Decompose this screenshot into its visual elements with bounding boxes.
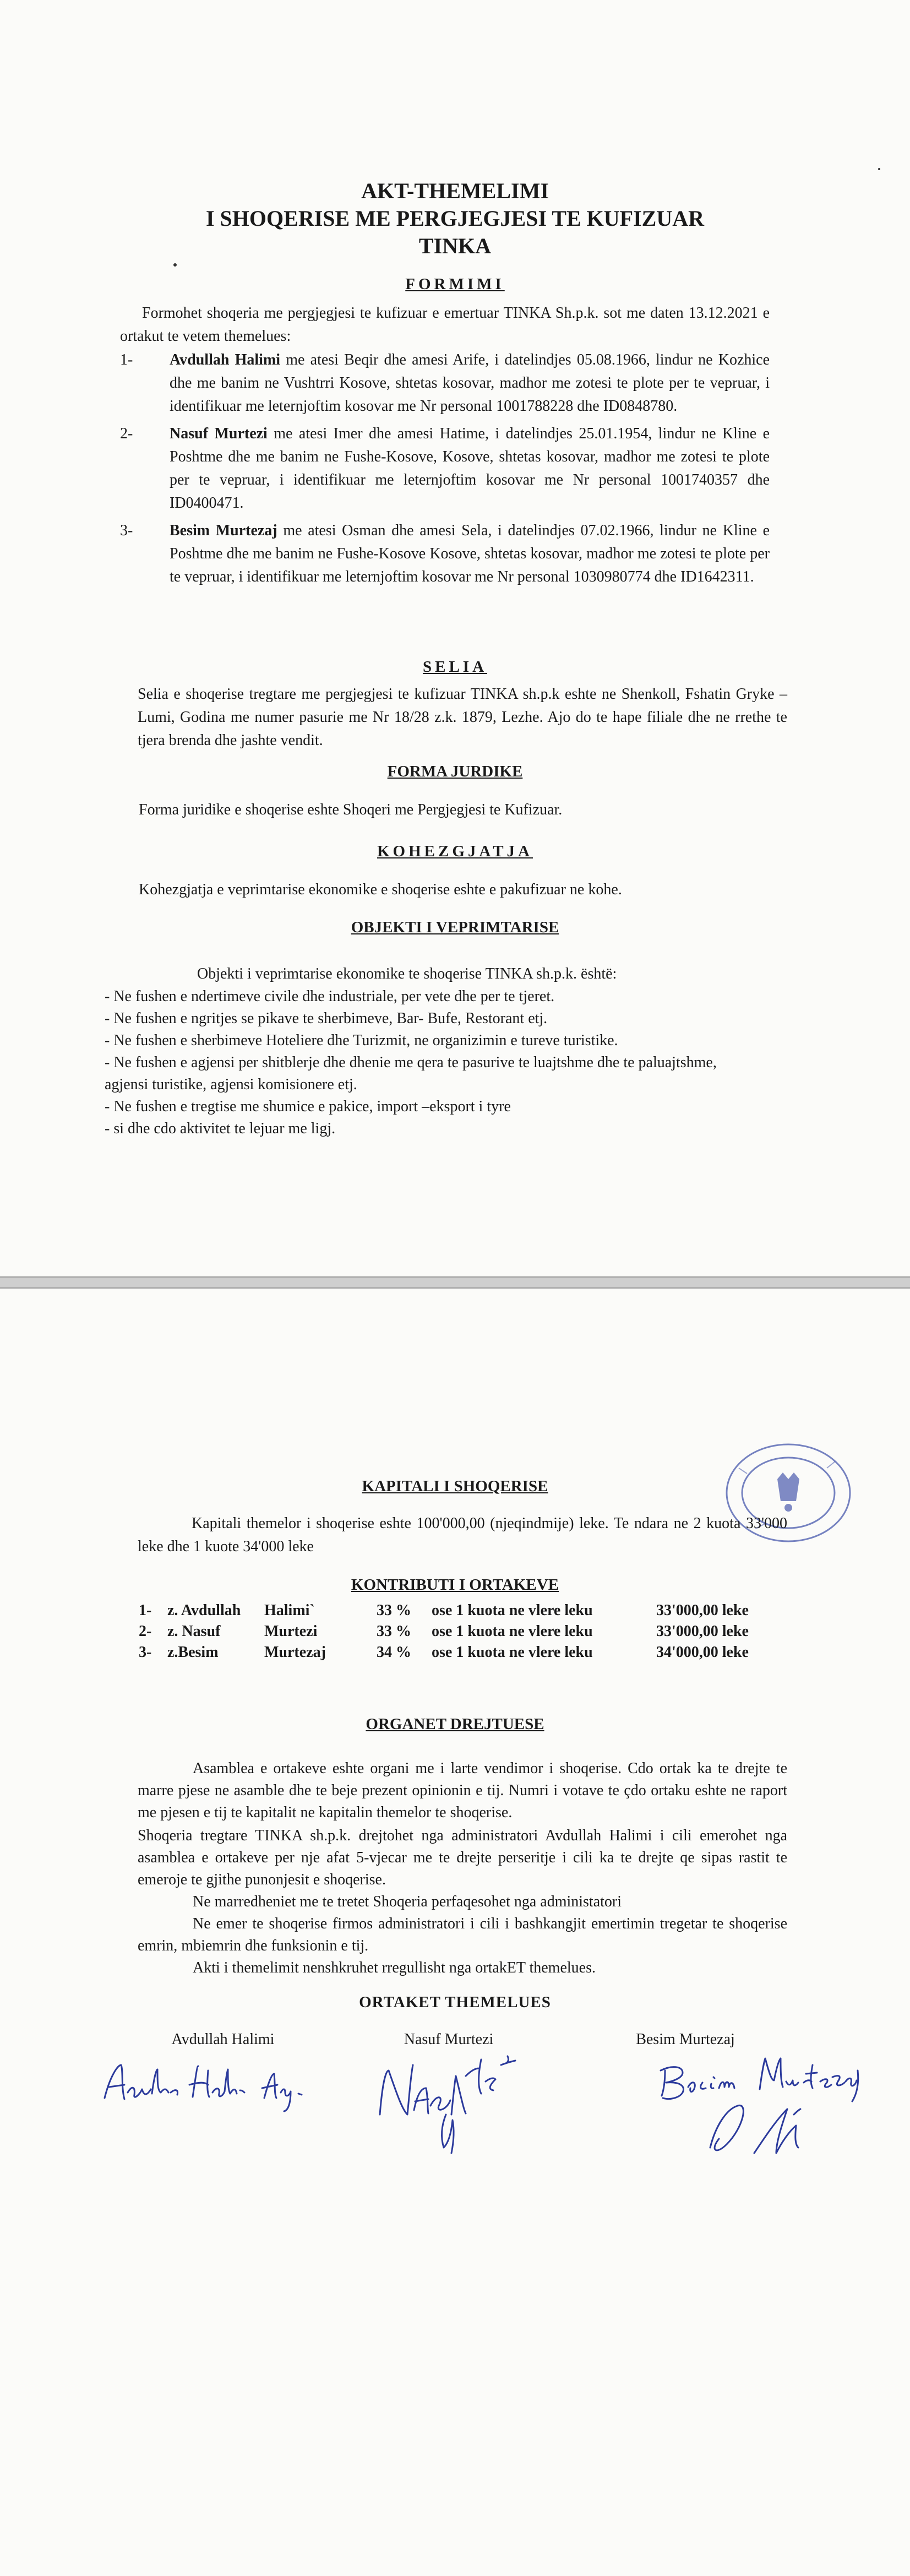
- document-page-1: [0, 0, 910, 1278]
- founder-item: [120, 349, 770, 418]
- heading-kohezgjatja: KOHEZGJATJA: [377, 843, 533, 860]
- founder-details: me atesi Imer dhe amesi Hatime, i datelindjes 25.01.1954, lindur ne Kline e Poshtme dhe me banim ne Fushe-Kosove, Kosove, shtetas kosovar, madhor me zotesi te plote per te vepruar, i identifikuar me leternjoftim kosovar me Nr personal 1001740357 dhe ID0400471.: [170, 425, 770, 512]
- document-title-line-3: TINKA: [418, 233, 492, 258]
- heading-kapitali: KAPITALI I SHOQERISE: [362, 1477, 548, 1495]
- kohezgjatja-text: Kohezgjatja e veprimtarise ekonomike e shoqerise eshte e pakufizuar ne kohe.: [139, 881, 622, 898]
- activity-item: - Ne fushen e sherbimeve Hoteliere dhe Turizmit, ne organizimin e tureve turistike.: [105, 1032, 618, 1049]
- organet-paragraph-3: Ne marredheniet me te tretet Shoqeria perfaqesohet nga administatori: [193, 1893, 622, 1910]
- signature-besim-murtezaj: [650, 2048, 892, 2175]
- partner-share: 33 %: [377, 1623, 411, 1640]
- row-number: 3-: [139, 1644, 152, 1661]
- table-row: [137, 1600, 786, 1621]
- selia-text: Selia e shoqerise tregtare me pergjegjesi te kufizuar TINKA sh.p.k eshte ne Shenkoll, Fshatin Gryke –Lumi, Godina me numer pasurie me Nr 18/28 z.k. 1879, Lezhe. Ajo do te hape filiale dhe ne rrethe te tjera brenda dhe jashte vendit.: [138, 686, 787, 749]
- signer-name-3: Besim Murtezaj: [636, 2031, 735, 2048]
- signer-name-2: Nasuf Murtezi: [404, 2031, 494, 2048]
- heading-objekti: OBJEKTI I VEPRIMTARISE: [351, 919, 559, 936]
- organet-paragraph-2: Shoqeria tregtare TINKA sh.p.k. drejtohet nga administratori Avdullah Halimi i cili emerohet nga asamblea e ortakeve per nje afat 5-vjecar me te drejte perseritje i cili ka te drejte qe sipas rastit te emeroje te gjithe punonjesit e shoqerise.: [138, 1827, 787, 1888]
- activities-list: [105, 986, 749, 1140]
- partner-quota: ose 1 kuota ne vlere leku: [432, 1644, 593, 1661]
- activity-item: - Ne fushen e ndertimeve civile dhe industriale, per vete dhe per te tjeret.: [105, 988, 555, 1005]
- founder-details: me atesi Osman dhe amesi Sela, i datelindjes 07.02.1966, lindur ne Kline e Poshtme dhe me banim ne Fushe-Kosove Kosove, shtetas kosovar, madhor me zotesi te plote per te vepruar, i identifikuar me leternjoftim kosovar me Nr personal 1030980774 dhe ID1642311.: [170, 522, 770, 585]
- heading-organet: ORGANET DREJTUESE: [366, 1715, 544, 1733]
- kapitali-text: Kapitali themelor i shoqerise eshte 100'000,00 (njeqindmije) leke. Te ndara ne 2 kuota 33'000 leke dhe 1 kuote 34'000 leke: [138, 1515, 787, 1555]
- heading-ortaket: ORTAKET THEMELUES: [359, 1993, 551, 2011]
- founder-name: Avdullah Halimi: [170, 351, 281, 368]
- partner-amount: 33'000,00 leke: [656, 1623, 749, 1640]
- signer-name-1: Avdullah Halimi: [171, 2031, 275, 2048]
- founder-name: Besim Murtezaj: [170, 522, 277, 539]
- activity-item: - si dhe cdo aktivitet te lejuar me ligj.: [105, 1120, 336, 1137]
- founder-name: Nasuf Murtezi: [170, 425, 268, 442]
- contribution-table: [137, 1600, 786, 1663]
- founders-list: [120, 349, 770, 593]
- organet-paragraph-1: Asamblea e ortakeve eshte organi me i larte vendimor i shoqerise. Cdo ortak ka te drejte te marre pjese ne asamble dhe te beje prezent opinionin e tij. Numri i votave te çdo ortaku eshte ne raport me pjesen e tij te kapitalit ne kapitalin themelor te shoqerise.: [138, 1760, 787, 1821]
- partner-name: z. Avdullah: [167, 1602, 241, 1619]
- partner-amount: 34'000,00 leke: [656, 1644, 749, 1661]
- document-title-line-2: I SHOQERISE ME PERGJEGJESI TE KUFIZUAR: [205, 206, 705, 231]
- forma-juridike-text: Forma juridike e shoqerise eshte Shoqeri me Pergjegjesi te Kufizuar.: [139, 801, 563, 818]
- heading-selia: SELIA: [422, 658, 488, 676]
- partner-name: z.Besim: [167, 1644, 219, 1661]
- partner-quota: ose 1 kuota ne vlere leku: [432, 1623, 593, 1640]
- founder-number: 1-: [120, 351, 133, 368]
- activity-item: - Ne fushen e ngritjes se pikave te sherbimeve, Bar- Bufe, Restorant etj.: [105, 1010, 548, 1027]
- document-title-line-1: AKT-THEMELIMI: [361, 178, 549, 203]
- founder-number: 3-: [120, 522, 133, 539]
- organet-paragraph-4: Ne emer te shoqerise firmos administratori i cili i bashkangjit emertimin tregetar te shoqerise emrin, mbiemrin dhe funksionin e tij.: [138, 1915, 787, 1954]
- founder-item: [120, 519, 770, 589]
- document-page-2: [0, 1287, 910, 2576]
- partner-surname: Halimi`: [264, 1602, 315, 1619]
- heading-kontributi: KONTRIBUTI I ORTAKEVE: [351, 1576, 559, 1594]
- table-row: [137, 1621, 786, 1642]
- partner-surname: Murtezaj: [264, 1644, 326, 1661]
- signature-avdullah-halimi: [99, 2054, 319, 2115]
- partner-amount: 33'000,00 leke: [656, 1602, 749, 1619]
- row-number: 1-: [139, 1602, 152, 1619]
- founder-number: 2-: [120, 425, 133, 442]
- partner-surname: Murtezi: [264, 1623, 318, 1640]
- organet-paragraph-5: Akti i themelimit nenshkruhet rregullisht nga ortakET themelues.: [193, 1959, 596, 1976]
- objekti-intro: Objekti i veprimtarise ekonomike te shoqerise TINKA sh.p.k. është:: [197, 965, 617, 982]
- formimi-intro: Formohet shoqeria me pergjegjesi te kufizuar e emertuar TINKA Sh.p.k. sot me daten 13.12.2021 e ortakut te vetem themelues:: [120, 305, 770, 345]
- scan-speck: [878, 168, 880, 170]
- table-row: [137, 1642, 786, 1663]
- founder-item: [120, 422, 770, 515]
- heading-forma-juridike: FORMA JURDIKE: [387, 763, 523, 780]
- activity-item: - Ne fushen e tregtise me shumice e pakice, import –eksport i tyre: [105, 1098, 511, 1115]
- partner-quota: ose 1 kuota ne vlere leku: [432, 1602, 593, 1619]
- partner-name: z. Nasuf: [167, 1623, 221, 1640]
- founder-details: me atesi Beqir dhe amesi Arife, i datelindjes 05.08.1966, lindur ne Kozhice dhe me banim ne Vushtrri Kosove, shtetas kosovar, madhor me zotesi te plote per te vepruar, i identifikuar me leternjoftim kosovar me Nr personal 1001788228 dhe ID0848780.: [170, 351, 770, 415]
- signature-nasuf-murtezi: [363, 2048, 545, 2159]
- heading-formimi: FORMIMI: [405, 275, 505, 293]
- scan-speck: [173, 263, 177, 267]
- partner-share: 34 %: [377, 1644, 411, 1661]
- partner-share: 33 %: [377, 1602, 411, 1619]
- row-number: 2-: [139, 1623, 152, 1640]
- activity-item: - Ne fushen e agjensi per shitblerje dhe dhenie me qera te pasurive te luajtshme dhe te paluajtshme, agjensi turistike, agjensi komisionere etj.: [105, 1054, 717, 1093]
